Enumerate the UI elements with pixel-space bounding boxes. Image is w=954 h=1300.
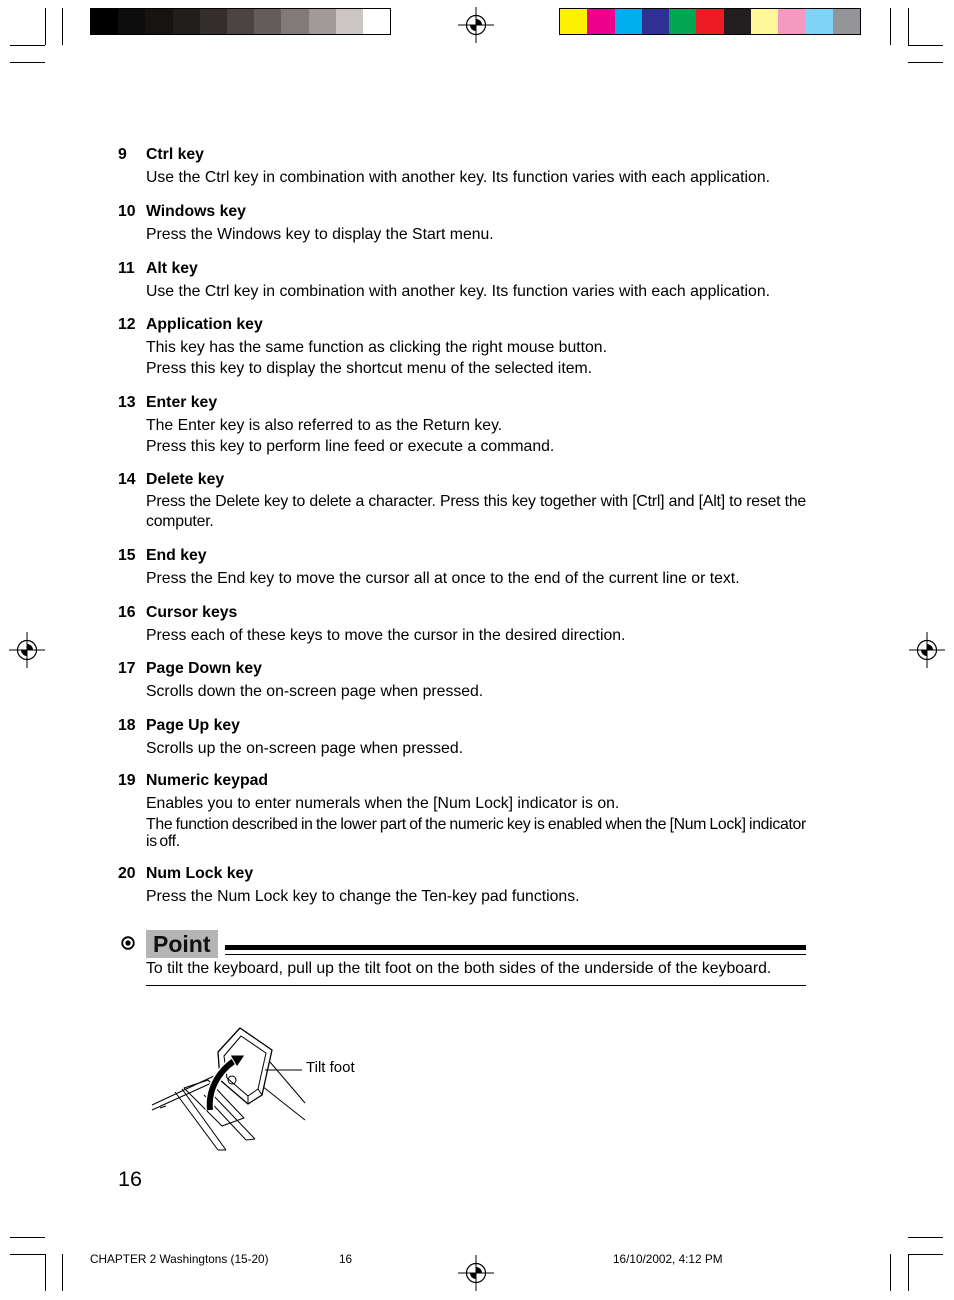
color-swatch	[833, 9, 860, 34]
crop-mark	[890, 1254, 891, 1291]
description-line: Scrolls down the on-screen page when pressed.	[146, 683, 484, 700]
crop-mark	[10, 1254, 45, 1255]
bullseye-icon	[121, 936, 135, 950]
gray-swatch	[227, 9, 254, 34]
list-item	[0, 470, 954, 530]
crop-mark	[908, 1254, 943, 1255]
gray-swatch	[145, 9, 172, 34]
item-description	[146, 793, 806, 850]
list-item	[0, 864, 954, 905]
item-number: 10	[118, 203, 136, 220]
item-number: 18	[118, 717, 136, 734]
crop-mark	[890, 8, 891, 45]
list-item	[0, 659, 954, 700]
item-description	[146, 681, 806, 702]
description-line: Scrolls up the on-screen page when pressed.	[146, 740, 464, 757]
item-description	[146, 224, 806, 245]
list-item	[0, 259, 954, 300]
item-title: Application key	[146, 316, 263, 333]
item-number: 12	[118, 316, 136, 333]
grayscale-bar	[90, 8, 391, 35]
item-description	[146, 337, 806, 379]
item-title: Cursor keys	[146, 604, 238, 621]
gray-swatch	[309, 9, 336, 34]
list-item	[0, 315, 954, 377]
list-item	[0, 716, 954, 757]
list-item	[0, 603, 954, 644]
crop-mark	[45, 1254, 46, 1291]
item-title: Page Down key	[146, 660, 262, 677]
gray-swatch	[200, 9, 227, 34]
description-line: Press the Windows key to display the Start menu.	[146, 226, 494, 243]
crop-mark	[10, 1237, 45, 1238]
item-description	[146, 492, 806, 532]
gray-swatch	[173, 9, 200, 34]
description-line: Press the End key to move the cursor all at once to the end of the current line or text.	[146, 570, 740, 587]
item-number: 13	[118, 394, 136, 411]
color-swatch	[724, 9, 751, 34]
item-description	[146, 167, 806, 188]
gray-swatch	[254, 9, 281, 34]
item-description	[146, 415, 806, 457]
item-description	[146, 886, 806, 907]
footer-page: 16	[339, 1252, 353, 1266]
list-item	[0, 771, 954, 850]
description-line: The Enter key is also referred to as the Return key.	[146, 417, 503, 434]
item-number: 14	[118, 471, 136, 488]
crop-mark	[62, 8, 63, 45]
item-number: 16	[118, 604, 136, 621]
crop-mark	[10, 45, 45, 46]
item-title: Enter key	[146, 394, 218, 411]
list-item	[0, 393, 954, 455]
color-swatch	[669, 9, 696, 34]
item-number: 17	[118, 660, 136, 677]
gray-swatch	[363, 9, 390, 34]
item-title: Page Up key	[146, 717, 240, 734]
footer-file-name: CHAPTER 2 Washingtons (15-20)	[90, 1252, 269, 1266]
tilt-foot-illustration	[148, 1022, 306, 1157]
point-heading-rule	[225, 945, 806, 950]
gray-swatch	[118, 9, 145, 34]
crop-mark	[908, 1254, 909, 1291]
page-number: 16	[118, 1167, 142, 1191]
item-description	[146, 568, 806, 589]
point-bottom-rule	[146, 985, 806, 986]
color-swatch	[615, 9, 642, 34]
crop-mark	[62, 1254, 63, 1291]
item-title: Num Lock key	[146, 865, 254, 882]
color-swatch	[642, 9, 669, 34]
color-swatch	[560, 9, 587, 34]
description-line: Enables you to enter numerals when the [Num Lock] indicator is on.	[146, 795, 620, 812]
point-text: To tilt the keyboard, pull up the tilt foot on the both sides of the underside of the keyboard.	[146, 960, 772, 977]
description-line: Use the Ctrl key in combination with another key. Its function varies with each application.	[146, 283, 770, 300]
color-swatch	[805, 9, 832, 34]
crop-mark	[10, 62, 45, 63]
item-title: Delete key	[146, 471, 225, 488]
crop-mark	[45, 8, 46, 45]
description-line: Press this key to display the shortcut menu of the selected item.	[146, 360, 593, 377]
list-item	[0, 546, 954, 587]
gray-swatch	[91, 9, 118, 34]
description-line: Press the Num Lock key to change the Ten-key pad functions.	[146, 888, 580, 905]
item-number: 20	[118, 865, 136, 882]
item-description	[146, 738, 806, 759]
list-item	[0, 145, 954, 186]
crop-mark	[908, 45, 943, 46]
item-number: 11	[118, 260, 135, 277]
color-swatch	[751, 9, 778, 34]
description-line: Press this key to perform line feed or execute a command.	[146, 438, 555, 455]
color-swatch	[778, 9, 805, 34]
point-heading-rule-thin	[225, 954, 806, 955]
registration-mark-icon	[458, 7, 494, 43]
item-number: 9	[118, 146, 127, 163]
item-description	[146, 625, 806, 646]
color-swatch	[587, 9, 614, 34]
item-title: Alt key	[146, 260, 198, 277]
description-line: This key has the same function as clicking the right mouse button.	[146, 339, 607, 356]
footer-timestamp: 16/10/2002, 4:12 PM	[613, 1252, 723, 1266]
crop-mark	[908, 1237, 943, 1238]
item-title: Windows key	[146, 203, 246, 220]
item-title: Numeric keypad	[146, 772, 269, 789]
crop-mark	[908, 8, 909, 45]
item-number: 19	[118, 772, 136, 789]
registration-mark-icon	[458, 1255, 494, 1291]
process-color-bar	[559, 8, 861, 35]
gray-swatch	[281, 9, 308, 34]
item-number: 15	[118, 547, 136, 564]
point-heading: Point	[146, 930, 218, 958]
description-line: Press the Delete key to delete a character. Press this key together with [Ctrl] and [Alt] to reset the computer.	[146, 493, 806, 530]
item-description	[146, 281, 806, 302]
list-item	[0, 202, 954, 243]
description-line: Use the Ctrl key in combination with another key. Its function varies with each application.	[146, 169, 770, 186]
description-line: The function described in the lower part of the numeric key is enabled when the [Num Lock] indicator is off.	[146, 815, 806, 850]
gray-swatch	[336, 9, 363, 34]
item-title: End key	[146, 547, 207, 564]
tilt-foot-label: Tilt foot	[306, 1059, 355, 1076]
item-title: Ctrl key	[146, 146, 204, 163]
color-swatch	[696, 9, 723, 34]
description-line: Press each of these keys to move the cursor in the desired direction.	[146, 627, 626, 644]
crop-mark	[908, 62, 943, 63]
